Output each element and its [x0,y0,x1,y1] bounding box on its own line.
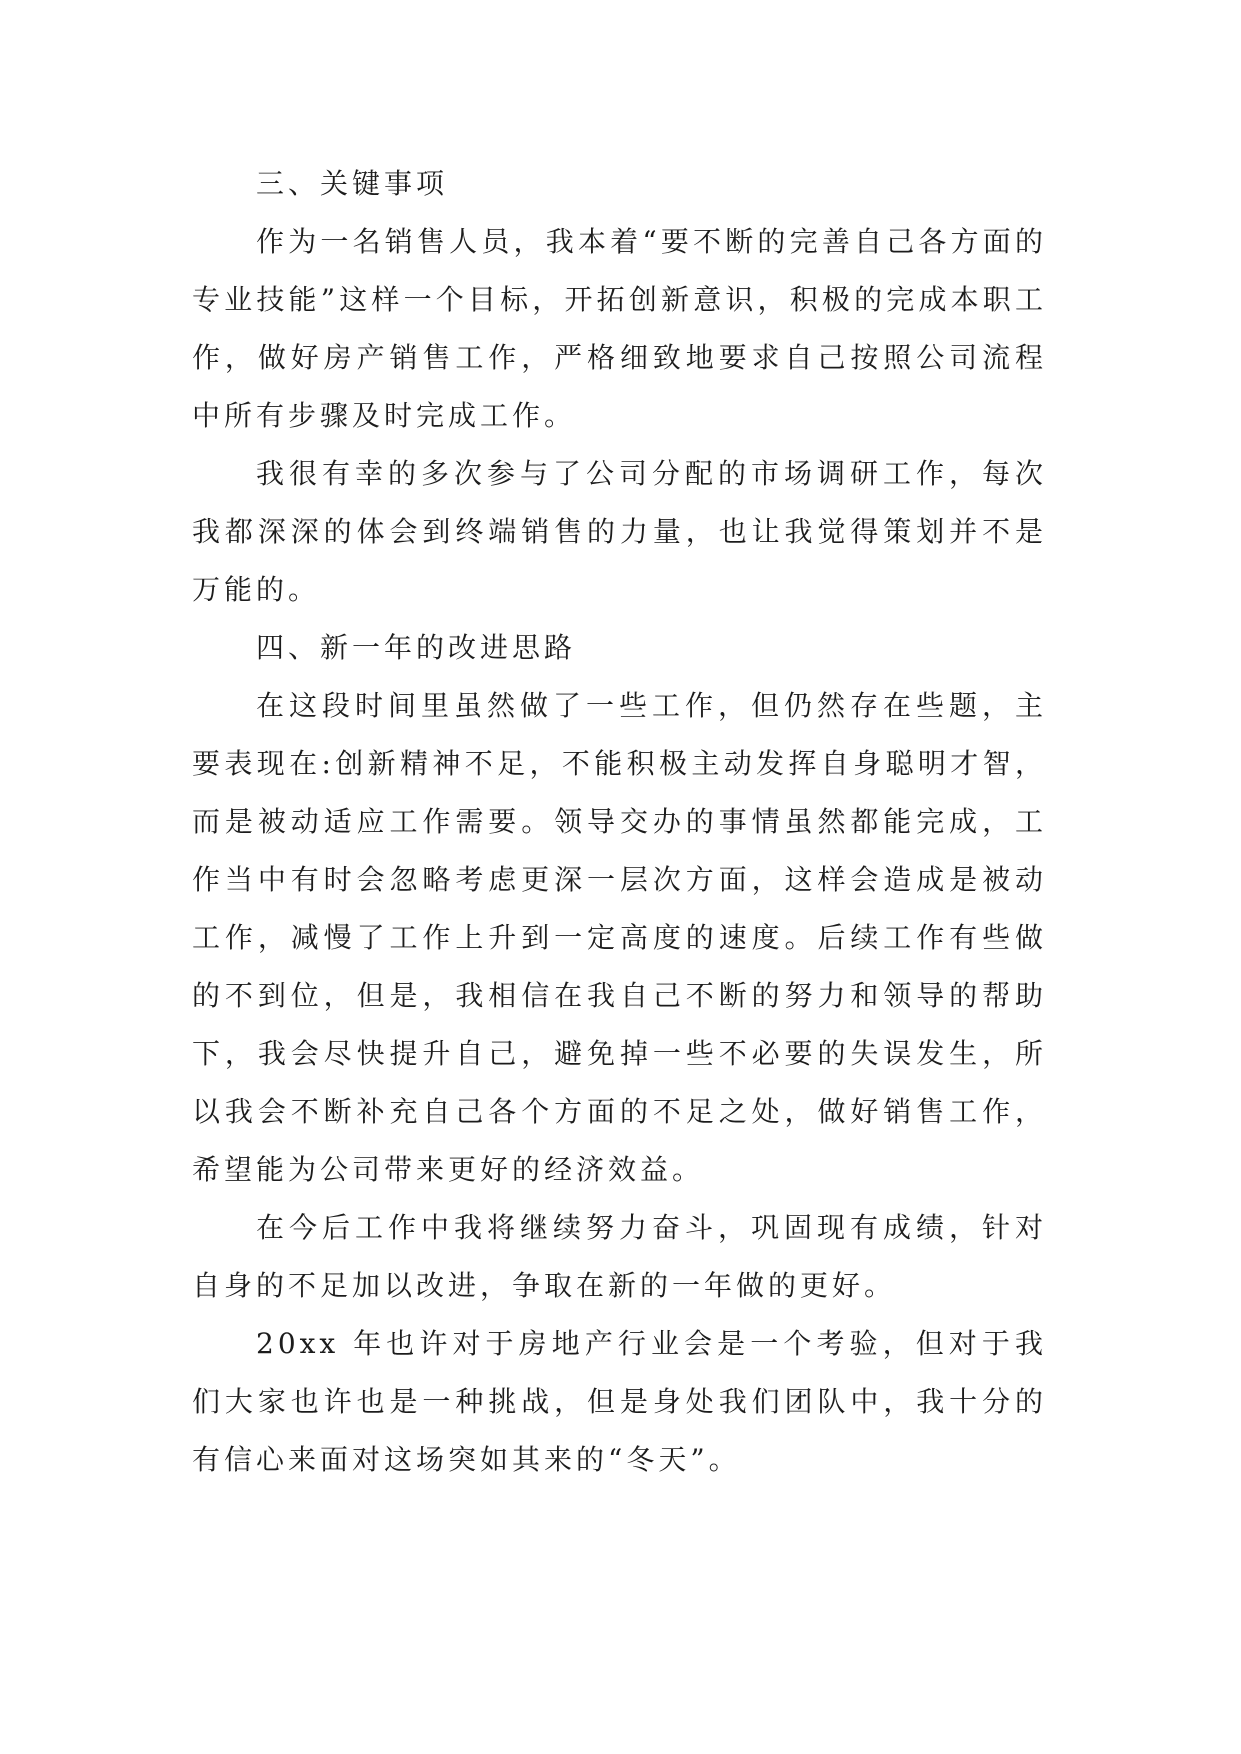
section-heading-improvement: 四、新一年的改进思路 [256,631,577,664]
paragraph: 在这段时间里虽然做了一些工作，但仍然存在些题，主要表现在:创新精神不足，不能积极主动发挥自身聪明才智，而是被动适应工作需要。领导交办的事情虽然都能完成，工作当中有时会忽略考虑更深一层次方面，这样会造成是被动工作，减慢了工作上升到一定高度的速度。后续工作有些做的不到位，但是，我相信在我自己不断的努力和领导的帮助下，我会尽快提升自己，避免掉一些不必要的失误发生，所以我会不断补充自己各个方面的不足之处，做好销售工作，希望能为公司带来更好的经济效益。 [192,689,1047,1186]
paragraph: 作为一名销售人员，我本着“要不断的完善自己各方面的专业技能”这样一个目标，开拓创新意识，积极的完成本职工作，做好房产销售工作，严格细致地要求自己按照公司流程中所有步骤及时完成工作。 [192,225,1047,432]
section-heading-key-items: 三、关键事项 [256,167,449,200]
paragraph: 在今后工作中我将继续努力奋斗，巩固现有成绩，针对自身的不足加以改进，争取在新的一年做的更好。 [192,1211,1047,1302]
document-page [192,155,1047,1489]
paragraph: 20xx 年也许对于房地产行业会是一个考验，但对于我们大家也许也是一种挑战，但是身处我们团队中，我十分的有信心来面对这场突如其来的“冬天”。 [192,1327,1047,1476]
paragraph: 我很有幸的多次参与了公司分配的市场调研工作，每次我都深深的体会到终端销售的力量，也让我觉得策划并不是万能的。 [192,457,1047,606]
